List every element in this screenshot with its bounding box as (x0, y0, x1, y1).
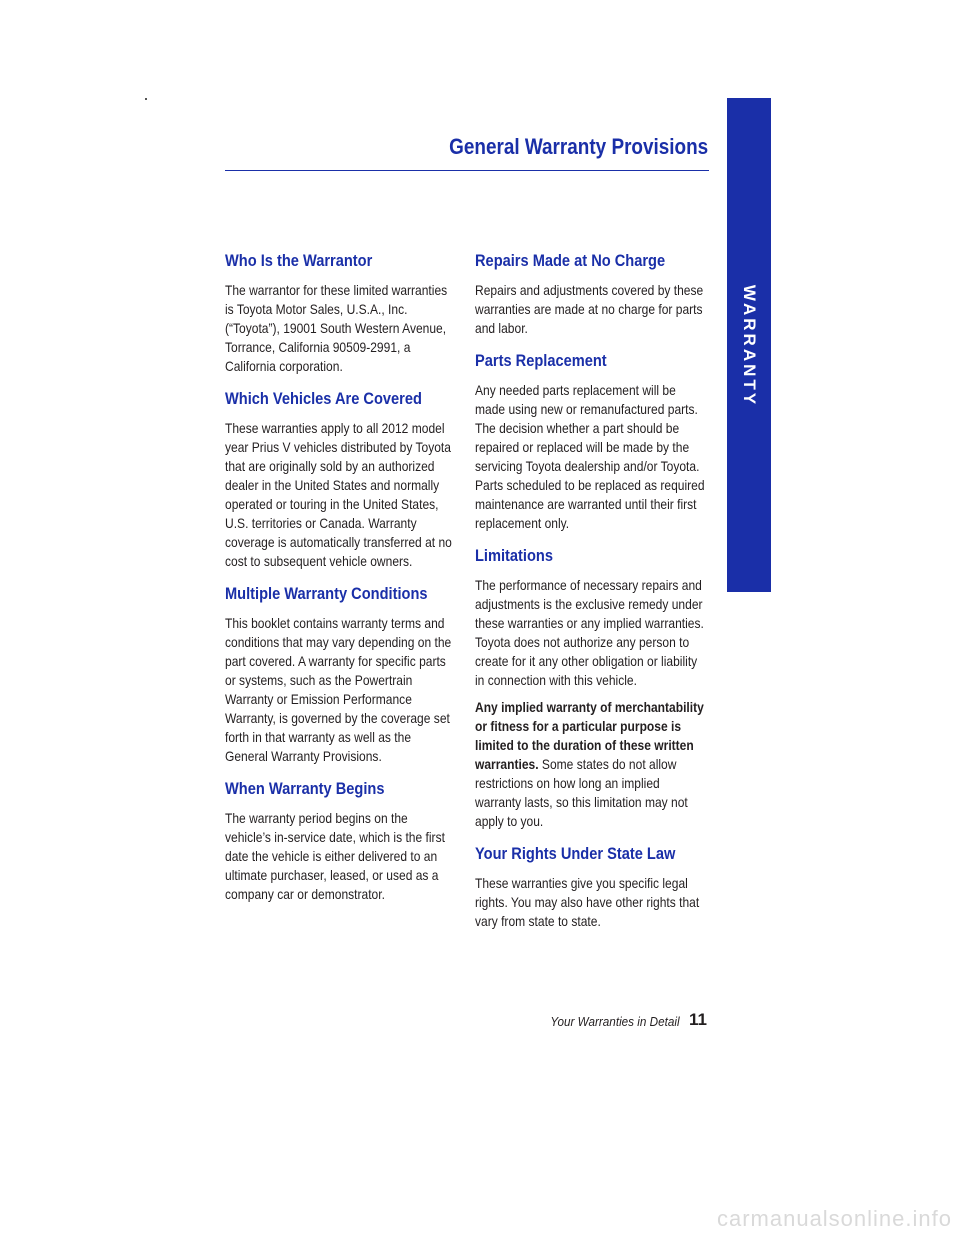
stray-dot (145, 98, 147, 100)
section-heading: Your Rights Under State Law (475, 844, 676, 863)
section-text: This booklet contains warranty terms and conditions that may vary depending on the part covered. A warranty for specific parts or systems, such as the Powertrain Warranty or Emission Performance Warranty, is governed by the coverage set forth in that warranty as well as the General Warranty Provisions. (225, 615, 452, 764)
implied-warranty-tail: Some states do not allow restrictions on how long an implied warranty lasts, so this limitation may not apply to you. (475, 756, 688, 829)
side-tab (727, 98, 771, 592)
footer-text: Your Warranties in Detail (550, 1014, 680, 1029)
section-heading: Parts Replacement (475, 351, 607, 370)
section-heading: When Warranty Begins (225, 779, 385, 798)
section-text: The warranty period begins on the vehicle’s in-service date, which is the first date the vehicle is either delivered to an ultimate purchaser, leased, or used as a company car or demonstrator. (225, 810, 445, 902)
section-text: Repairs and adjustments covered by these warranties are made at no charge for parts and labor. (475, 282, 704, 336)
section-warranty-begins (225, 778, 455, 904)
section-warrantor (225, 250, 455, 376)
section-text: These warranties give you specific legal rights. You may also have other rights that vary from state to state. (475, 875, 700, 929)
section-text: The performance of necessary repairs and adjustments is the exclusive remedy under these warranties or any implied warranties. Toyota does not authorize any person to create for it any other obligation or liability in connection with this vehicle. (475, 577, 704, 688)
section-parts-replacement (475, 350, 705, 533)
section-multiple-conditions (225, 583, 455, 766)
section-vehicles-covered (225, 388, 455, 571)
section-repairs (475, 250, 705, 338)
section-text-implied (475, 698, 705, 831)
section-text: These warranties apply to all 2012 model year Prius V vehicles distributed by Toyota that are originally sold by an authorized dealer in the United States and normally operated or touring in the United States, U.S. territories or Canada. Warranty coverage is automatically transferred at no cost to subsequent vehicle owners. (225, 420, 452, 569)
section-heading: Repairs Made at No Charge (475, 251, 666, 270)
page-title: General Warranty Provisions (448, 134, 708, 159)
section-text: Any needed parts replacement will be made using new or remanufactured parts. The decision whether a part should be repaired or replaced will be made by the servicing Toyota dealership and/or Toyota. Parts scheduled to be replaced as required maintenance are warranted until their first replacement only. (475, 382, 705, 531)
watermark: carmanualsonline.info (716, 1206, 952, 1231)
implied-warranty-bold: Any implied warranty of merchantability or fitness for a particular purpose is limited to the duration of these written warranties. (475, 699, 704, 772)
section-heading: Who Is the Warrantor (225, 251, 373, 270)
section-state-rights (475, 843, 705, 931)
section-text: The warrantor for these limited warranties is Toyota Motor Sales, U.S.A., Inc. (“Toyota”), 19001 South Western Avenue, Torrance, California 90509-2991, a California corporation. (225, 282, 448, 374)
right-column (475, 250, 705, 943)
section-heading: Which Vehicles Are Covered (225, 389, 422, 408)
side-tab-label: WARRANTY (740, 284, 759, 408)
left-column (225, 250, 455, 916)
page-number: 11 (689, 1010, 707, 1029)
section-heading: Multiple Warranty Conditions (225, 584, 428, 603)
section-heading: Limitations (475, 546, 553, 565)
section-limitations (475, 545, 705, 831)
title-rule (225, 170, 709, 171)
